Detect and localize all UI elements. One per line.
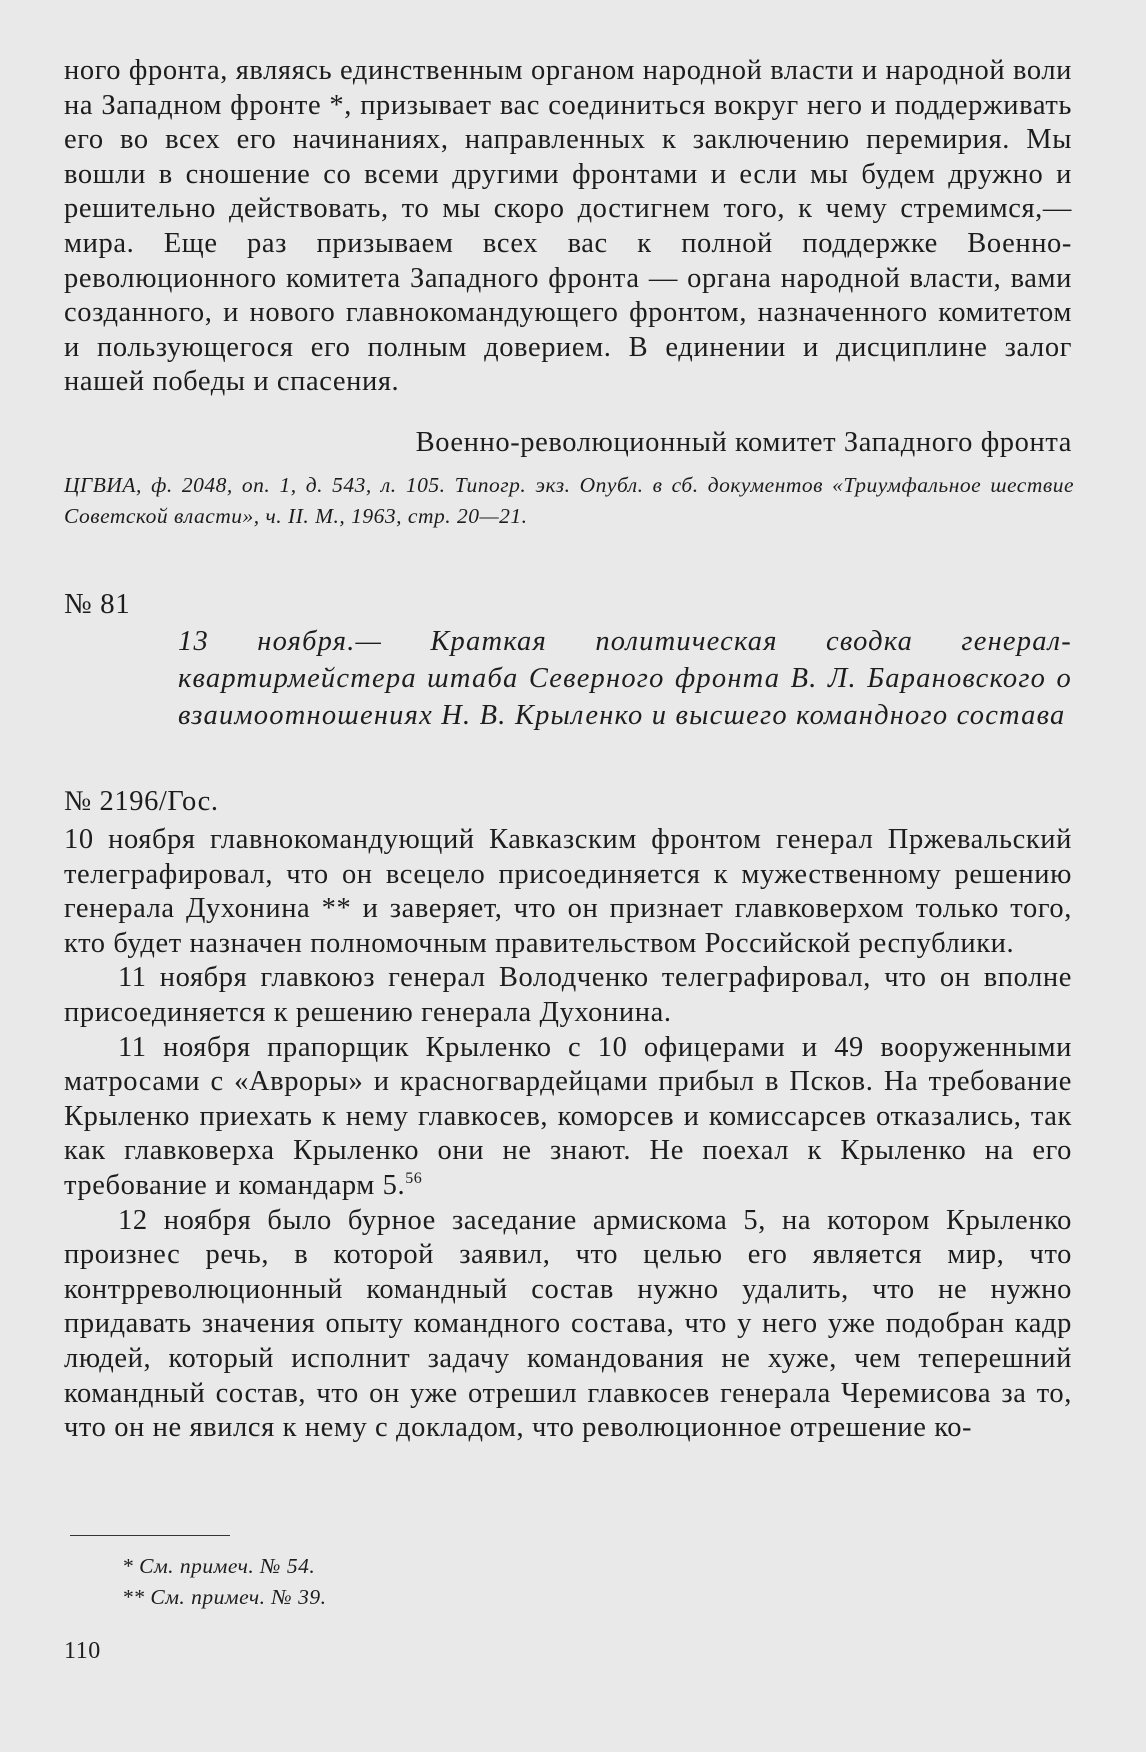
footnote-divider [70, 1535, 230, 1536]
paragraph: 12 ноября было бурное заседание армискома 5, на котором Крыленко произнес речь, в которой заявил, что целью его является мир, что контрреволюционный командный состав нужно удалить, что не нужно придавать значения опыту командного состава, что у него уже подобран кадр людей, который исполнит задачу командования не хуже, чем теперешний командный состав, что он уже отрешил главкосев генерала Черемисова за то, что он не явился к нему с докладом, что революционное отрешение ко- [64, 1204, 1072, 1444]
document-body [64, 823, 1072, 1446]
archive-source-note: ЦГВИА, ф. 2048, оп. 1, д. 543, л. 105. Типогр. экз. Опубл. в сб. документов «Триумфальное шествие Советской власти», ч. II. М., 1963, стр. 20—21. [64, 473, 1074, 528]
paragraph: 10 ноября главнокомандующий Кавказским фронтом генерал Пржевальский телеграфировал, что он всецело присоединяется к мужественному решению генерала Духонина ** и заверяет, что он признает главковерхом только того, кто будет назначен полномочным правительством Российской республики. [64, 824, 1072, 959]
footnote: * См. примеч. № 54. [122, 1554, 316, 1578]
paragraph [64, 1031, 1072, 1204]
note-reference: 56 [405, 1169, 423, 1187]
document-title: 13 ноября.— Краткая политическая сводка генерал-квартирмейстера штаба Северного фронта В. Л. Барановского о взаимоотношениях Н. В. Крыленко и высшего командного состава [178, 626, 1072, 731]
paragraph: 11 ноября главкоюз генерал Володченко телеграфировал, что он вполне присоединяется к решению генерала Духонина. [64, 962, 1072, 1028]
footnote: ** См. примеч. № 39. [122, 1585, 327, 1609]
continued-paragraph [64, 54, 1072, 400]
signature: Военно-революционный комитет Западного фронта [415, 427, 1072, 458]
footnotes [122, 1551, 326, 1613]
registration-number: № 2196/Гос. [64, 786, 219, 817]
paragraph-text: 11 ноября прапорщик Крыленко с 10 офицерами и 49 вооруженными матросами с «Авроры» и красногвардейцами прибыл в Псков. На требование Крыленко приехать к нему главкосев, коморсев и комиссарсев отказались, так как главковерха Крыленко они не знают. Не поехал к Крыленко на его требование и командарм 5. [64, 1031, 1072, 1201]
page-number: 110 [64, 1638, 101, 1664]
top-paragraph: ного фронта, являясь единственным органом народной власти и народной воли на Западном фронте *, призывает вас соединиться вокруг него и поддерживать его во всех его начинаниях, направленных к заключению перемирия. Мы вошли в сношение со всеми другими фронтами и если мы будем дружно и решительно действовать, то мы скоро достигнем того, к чему стремимся,— мира. Еще раз призываем всех вас к полной поддержке Военно-революционного комитета Западного фронта — органа народной власти, вами созданного, и нового главнокомандующего фронтом, назначенного комитетом и пользующегося его полным доверием. В единении и дисциплине залог нашей победы и спасения. [64, 55, 1072, 398]
document-number: № 81 [64, 588, 131, 620]
